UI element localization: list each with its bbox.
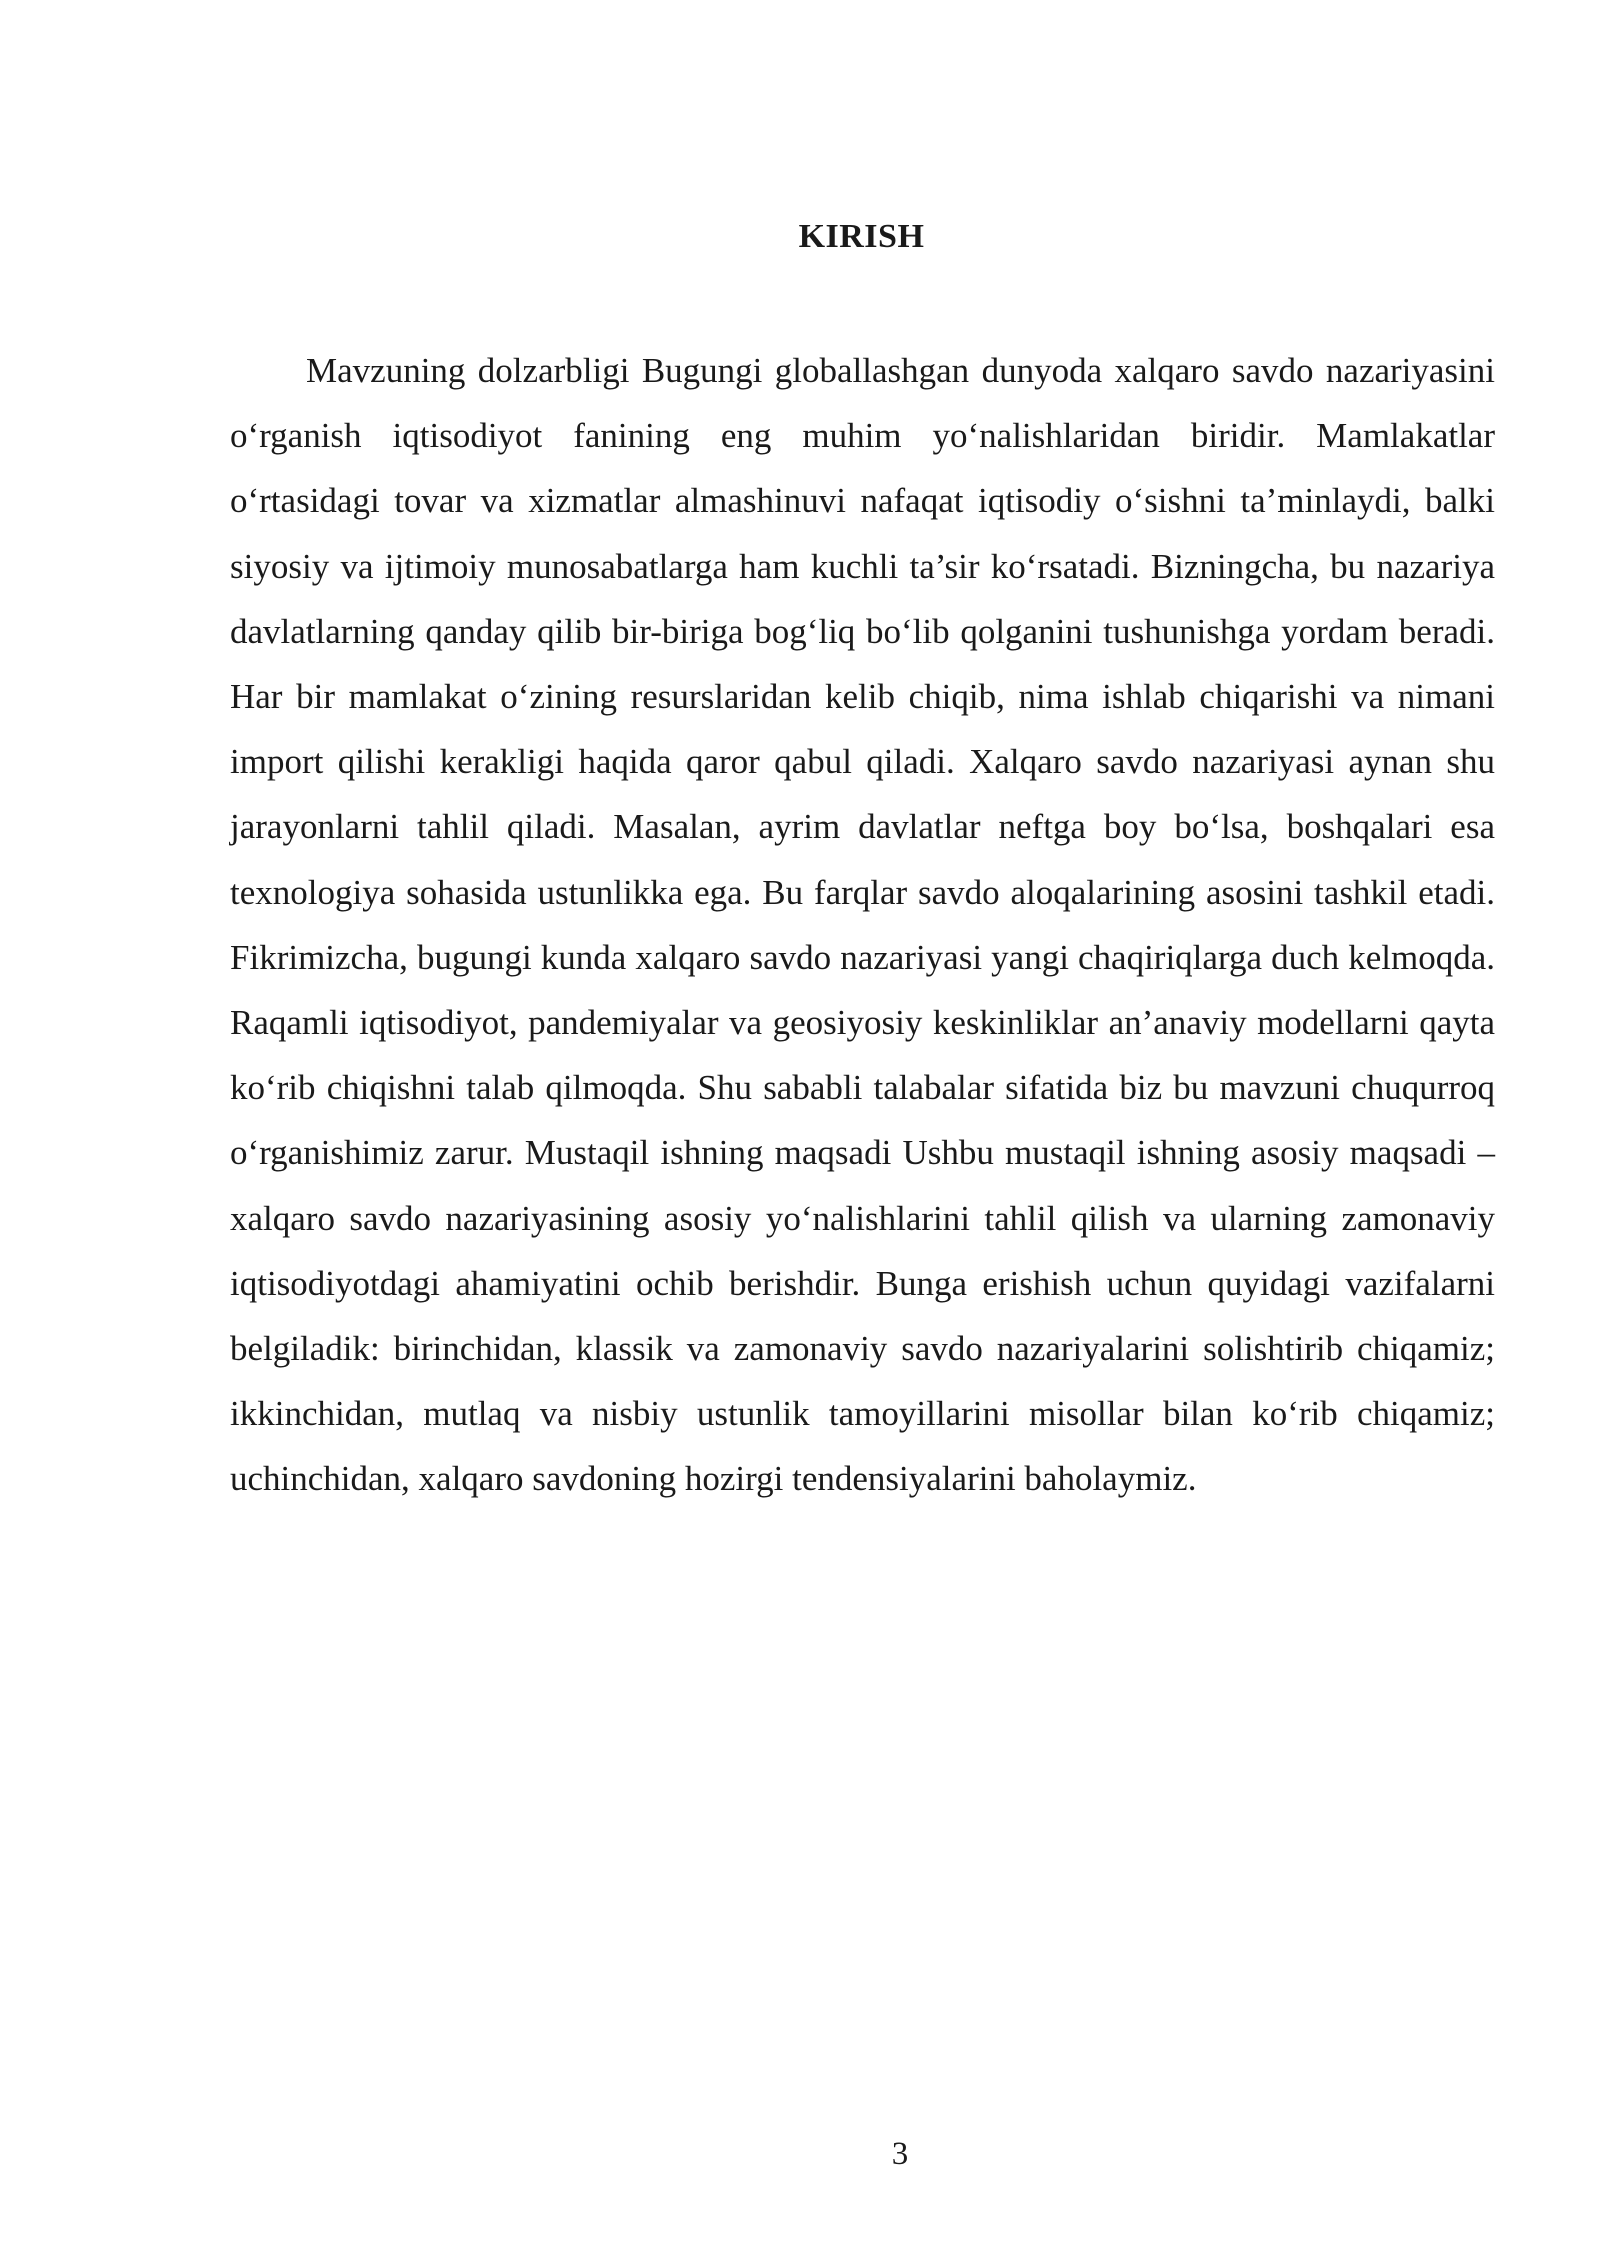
- section-heading: KIRISH: [798, 218, 925, 255]
- body-paragraph: Mavzuning dolzarbligi Bugungi globallashgan dunyoda xalqaro savdo nazariyasini o‘rganish iqtisodiyot fanining eng muhim yo‘nalishlaridan biridir. Mamlakatlar o‘rtasidagi tovar va xizmatlar almashinuvi nafaqat iqtisodiy o‘sishni ta’minlaydi, balki siyosiy va ijtimoiy munosabatlarga ham kuchli ta’sir ko‘rsatadi. Bizningcha, bu nazariya davlatlarning qanday qilib bir-biriga bog‘liq bo‘lib qolganini tushunishga yordam beradi. Har bir mamlakat o‘zining resurslaridan kelib chiqib, nima ishlab chiqarishi va nimani import qilishi kerakligi haqida qaror qabul qiladi. Xalqaro savdo nazariyasi aynan shu jarayonlarni tahlil qiladi. Masalan, ayrim davlatlar neftga boy bo‘lsa, boshqalari esa texnologiya sohasida ustunlikka ega. Bu farqlar savdo aloqalarining asosini tashkil etadi. Fikrimizcha, bugungi kunda xalqaro savdo nazariyasi yangi chaqiriqlarga duch kelmoqda. Raqamli iqtisodiyot, pandemiyalar va geosiyosiy keskinliklar an’anaviy modellarni qayta ko‘rib chiqishni talab qilmoqda. Shu sababli talabalar sifatida biz bu mavzuni chuqurroq o‘rganishimiz zarur. Mustaqil ishning maqsadi Ushbu mustaqil ishning asosiy maqsadi – xalqaro savdo nazariyasining asosiy yo‘nalishlarini tahlil qilish va ularning zamonaviy iqtisodiyotdagi ahamiyatini ochib berishdir. Bunga erishish uchun quyidagi vazifalarni belgiladik: birinchidan, klassik va zamonaviy savdo nazariyalarini solishtirib chiqamiz; ikkinchidan, mutlaq va nisbiy ustunlik tamoyillarini misollar bilan ko‘rib chiqamiz; uchinchidan, xalqaro savdoning hozirgi tendensiyalarini baholaymiz.: [230, 351, 1495, 1499]
- page-number: 3: [891, 2136, 909, 2172]
